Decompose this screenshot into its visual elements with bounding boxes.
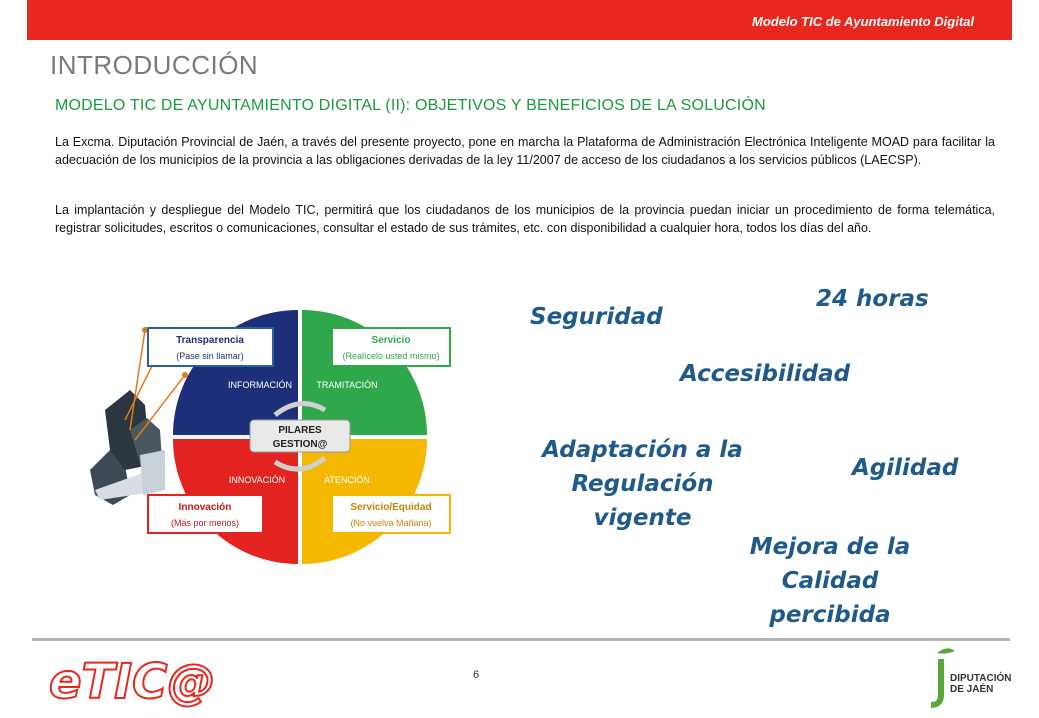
section-subtitle: MODELO TIC DE AYUNTAMIENTO DIGITAL (II): OBJETIVOS Y BENEFICIOS DE LA SOLUCIÓN bbox=[55, 97, 766, 114]
box-transparencia-title: Transparencia bbox=[176, 335, 244, 346]
diputacion-line2: DE JAÉN bbox=[950, 684, 994, 695]
etica-logo bbox=[45, 650, 216, 710]
footer-divider bbox=[32, 638, 1010, 641]
benefit-seguridad: Seguridad bbox=[530, 304, 663, 330]
etica-logo-text: eTIC@ bbox=[49, 654, 216, 710]
page-number: 6 bbox=[473, 669, 480, 681]
quadrant-label-informacion: INFORMACIÓN bbox=[228, 380, 292, 390]
intro-paragraph-2: La implantación y despliegue del Modelo TIC, permitirá que los ciudadanos de los municipios de la provincia puedan iniciar un procedimiento de forma telemática, registrar solicitudes, escritos o comunicaciones, consultar el estado de sus trámites, etc. con disponibilidad a cualquier hora, todos los días del año. bbox=[55, 203, 995, 235]
header-title: Modelo TIC de Ayuntamiento Digital bbox=[752, 14, 974, 29]
box-servicio-sub: (Realícelo usted mismo) bbox=[342, 351, 440, 361]
pillars-diagram bbox=[85, 290, 485, 590]
center-label-line2: GESTION@ bbox=[272, 439, 328, 450]
center-label-line1: PILARES bbox=[278, 425, 322, 436]
quadrant-label-innovacion: INNOVACIÓN bbox=[228, 475, 286, 485]
box-equidad-title: Servicio/Equidad bbox=[350, 502, 432, 513]
diputacion-leaf-icon bbox=[937, 648, 955, 653]
quadrant-label-atencion: ATENCIÓN bbox=[324, 475, 370, 485]
box-transparencia-sub: (Pase sin llamar) bbox=[176, 351, 244, 361]
box-servicio-title: Servicio bbox=[371, 335, 411, 346]
intro-paragraph-1: La Excma. Diputación Provincial de Jaén, a través del presente proyecto, pone en marcha la Plataforma de Administración Electrónica Inteligente MOAD para facilitar la adecuación de los municipios de la provincia a las obligaciones derivadas de la ley 11/2007 de acceso de los ciudadanos a los servicios públicos (LAECSP). bbox=[55, 135, 995, 167]
page-title: INTRODUCCIÓN bbox=[50, 50, 259, 80]
box-equidad-sub: (No vuelva Mañana) bbox=[350, 518, 432, 528]
box-innovacion-title: Innovación bbox=[178, 502, 232, 513]
header-bar bbox=[27, 0, 1012, 40]
diputacion-line1: DIPUTACIÓN bbox=[950, 673, 1012, 684]
benefit-adaptacion: Adaptación a la Regulación vigente bbox=[542, 437, 743, 531]
benefit-mejora-calidad: Mejora de la Calidad percibida bbox=[749, 534, 911, 628]
benefit-accesibilidad: Accesibilidad bbox=[680, 361, 851, 387]
diputacion-logo-text bbox=[950, 673, 1011, 695]
benefit-agilidad: Agilidad bbox=[852, 455, 959, 481]
quadrant-label-tramitacion: TRAMITACIÓN bbox=[316, 380, 378, 390]
benefit-24-horas: 24 horas bbox=[816, 286, 929, 312]
box-innovacion-sub: (Más por menos) bbox=[170, 518, 240, 528]
